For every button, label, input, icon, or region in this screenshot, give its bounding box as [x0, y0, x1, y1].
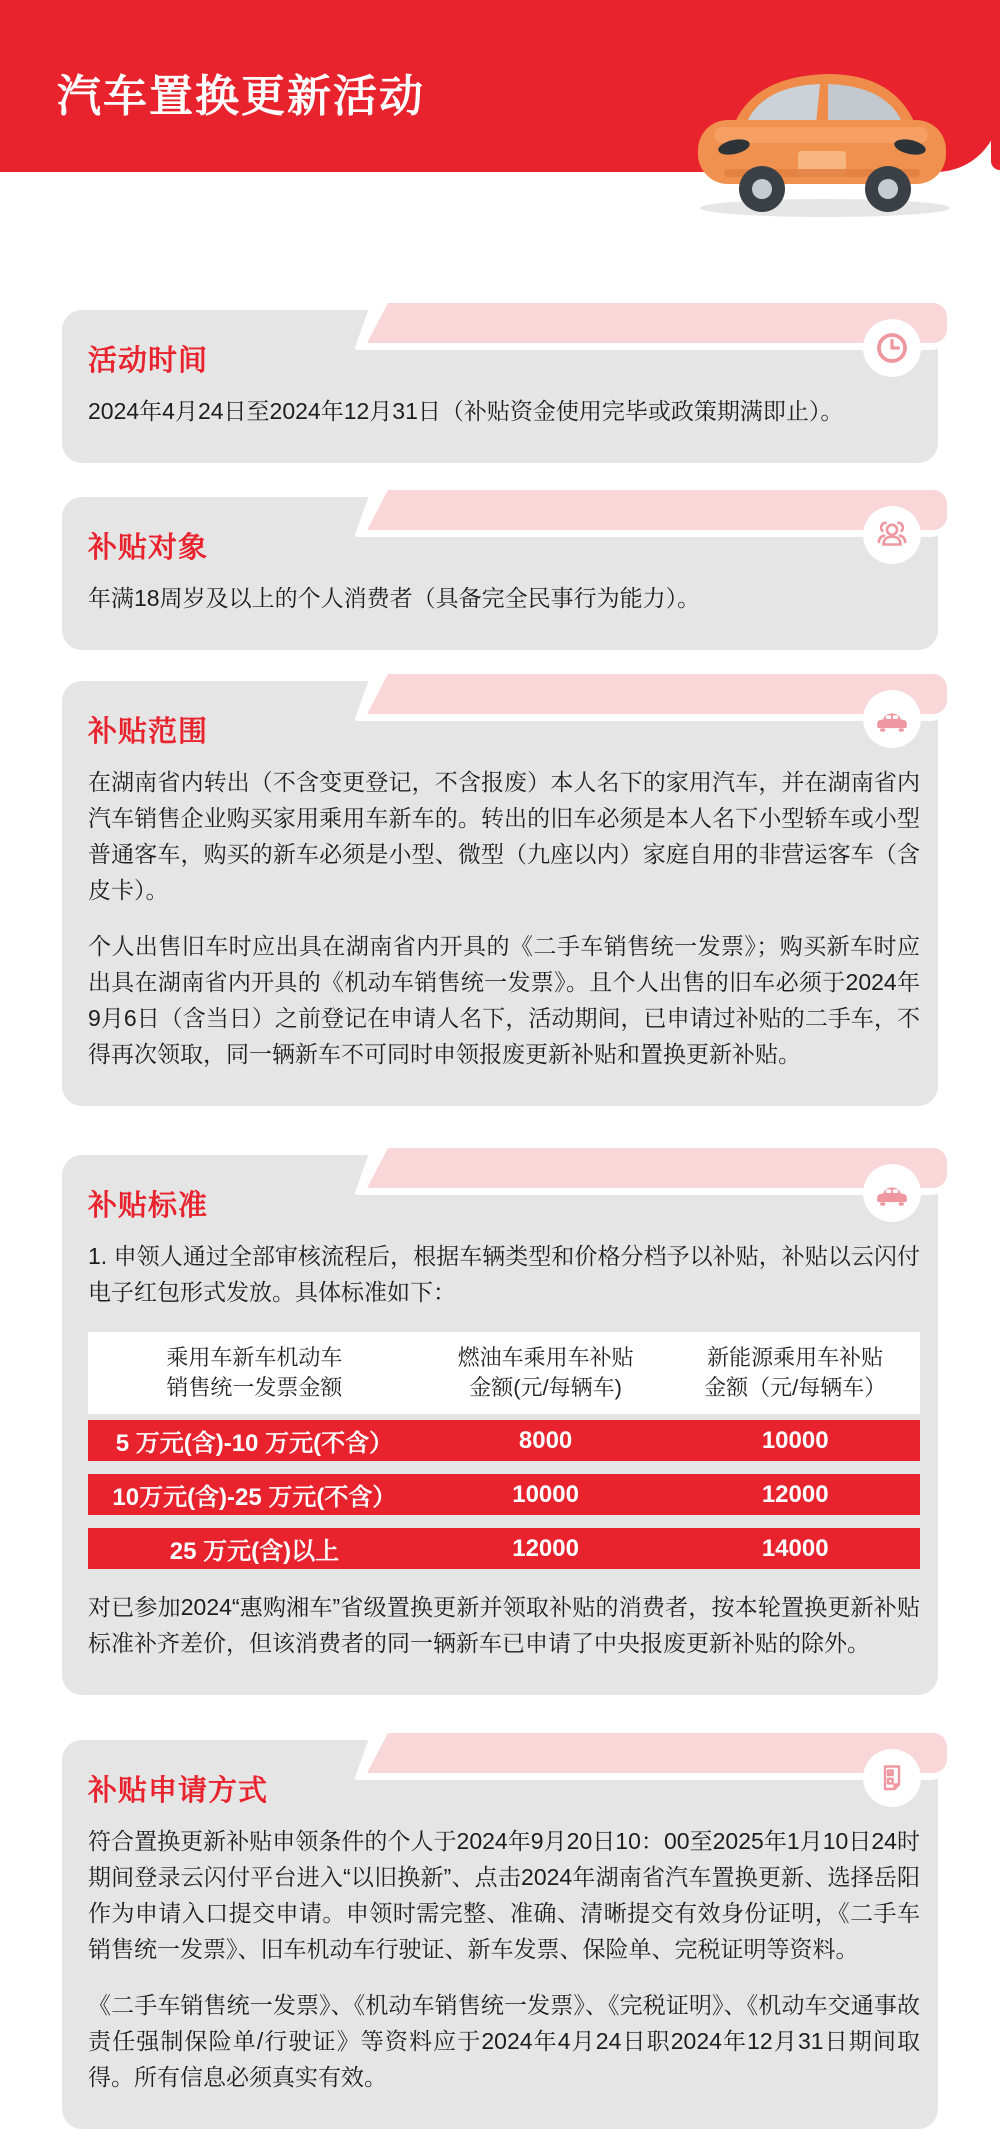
table-row	[88, 1528, 920, 1569]
car-illustration	[670, 50, 970, 222]
section-title: 补贴对象	[88, 532, 209, 564]
hero-header	[0, 0, 1000, 232]
price-range-cell: 25 万元(含)以上	[169, 1538, 340, 1565]
table-header-cell: 乘用车新车机动车 销售统一发票金额	[166, 1345, 343, 1400]
table-header-cell: 燃油车乘用车补贴 金额(元/每辆车)	[457, 1345, 634, 1400]
section-text: 年满18周岁及以上的个人消费者（具备完全民事行为能力）。	[88, 585, 701, 611]
fuel-subsidy-cell: 8000	[518, 1426, 573, 1454]
section-subsidy-target	[62, 497, 938, 650]
section-note: 对已参加2024“惠购湘车”省级置换更新并领取补贴的消费者，按本轮置换更新补贴标准补齐差价，但该消费者的同一辆新车已申请了中央报废更新补贴的除外。	[88, 1594, 920, 1656]
table-row	[88, 1420, 920, 1461]
nev-subsidy-cell: 14000	[761, 1534, 829, 1562]
section-application-method	[62, 1740, 938, 2129]
nev-subsidy-cell: 12000	[761, 1480, 829, 1508]
page-title: 汽车置换更新活动	[57, 72, 425, 121]
price-range-cell: 10万元(含)-25 万元(不含）	[112, 1484, 397, 1511]
fuel-subsidy-cell: 10000	[512, 1480, 579, 1508]
section-subsidy-standard	[62, 1155, 938, 1695]
subsidy-table	[88, 1332, 920, 1569]
section-subsidy-scope	[62, 681, 938, 1106]
price-range-cell: 5 万元(含)-10 万元(不含）	[115, 1430, 394, 1457]
table-row	[88, 1474, 920, 1515]
subsidy-table-header	[88, 1332, 920, 1414]
section-text: 符合置换更新补贴申领条件的个人于2024年9月20日10：00至2025年1月10日24时期间登录云闪付平台进入“以旧换新”、点击2024年湖南省汽车置换更新、选择岳阳作为申请入口提交申请。申领时需完整、准确、清晰提交有效身份证明，《二手车销售统一发票》、旧车机动车行驶证、新车发票、保险单、完税证明等资料。	[88, 1828, 920, 1962]
section-text: 《二手车销售统一发票》、《机动车销售统一发票》、《完税证明》、《机动车交通事故责任强制保险单/行驶证》等资料应于2024年4月24日职2024年12月31日期间取得。所有信息必须真实有效。	[88, 1992, 920, 2090]
section-title: 活动时间	[88, 345, 209, 377]
section-title: 补贴范围	[88, 716, 209, 748]
nev-subsidy-cell: 10000	[761, 1426, 829, 1454]
table-header-cell: 新能源乘用车补贴 金额（元/每辆车）	[704, 1345, 887, 1400]
hero-decor-strip	[991, 104, 1000, 170]
content-area	[0, 310, 1000, 2129]
section-text: 个人出售旧车时应出具在湖南省内开具的《二手车销售统一发票》；购买新车时应出具在湖南省内开具的《机动车销售统一发票》。且个人出售的旧车必须于2024年9月6日（含当日）之前登记在申请人名下，活动期间，已申请过补贴的二手车，不得再次领取，同一辆新车不可同时申领报废更新补贴和置换更新补贴。	[88, 933, 920, 1067]
section-text: 2024年4月24日至2024年12月31日（补贴资金使用完毕或政策期满即止）。	[88, 398, 844, 424]
section-intro: 1. 申领人通过全部审核流程后，根据车辆类型和价格分档予以补贴，补贴以云闪付电子红包形式发放。具体标准如下：	[88, 1243, 920, 1305]
section-title: 补贴标准	[88, 1190, 209, 1222]
section-text: 在湖南省内转出（不含变更登记，不含报废）本人名下的家用汽车，并在湖南省内汽车销售企业购买家用乘用车新车的。转出的旧车必须是本人名下小型轿车或小型普通客车，购买的新车必须是小型、微型（九座以内）家庭自用的非营运客车（含皮卡）。	[88, 769, 920, 903]
section-activity-time	[62, 310, 938, 463]
section-title: 补贴申请方式	[88, 1775, 269, 1807]
fuel-subsidy-cell: 12000	[512, 1534, 579, 1562]
